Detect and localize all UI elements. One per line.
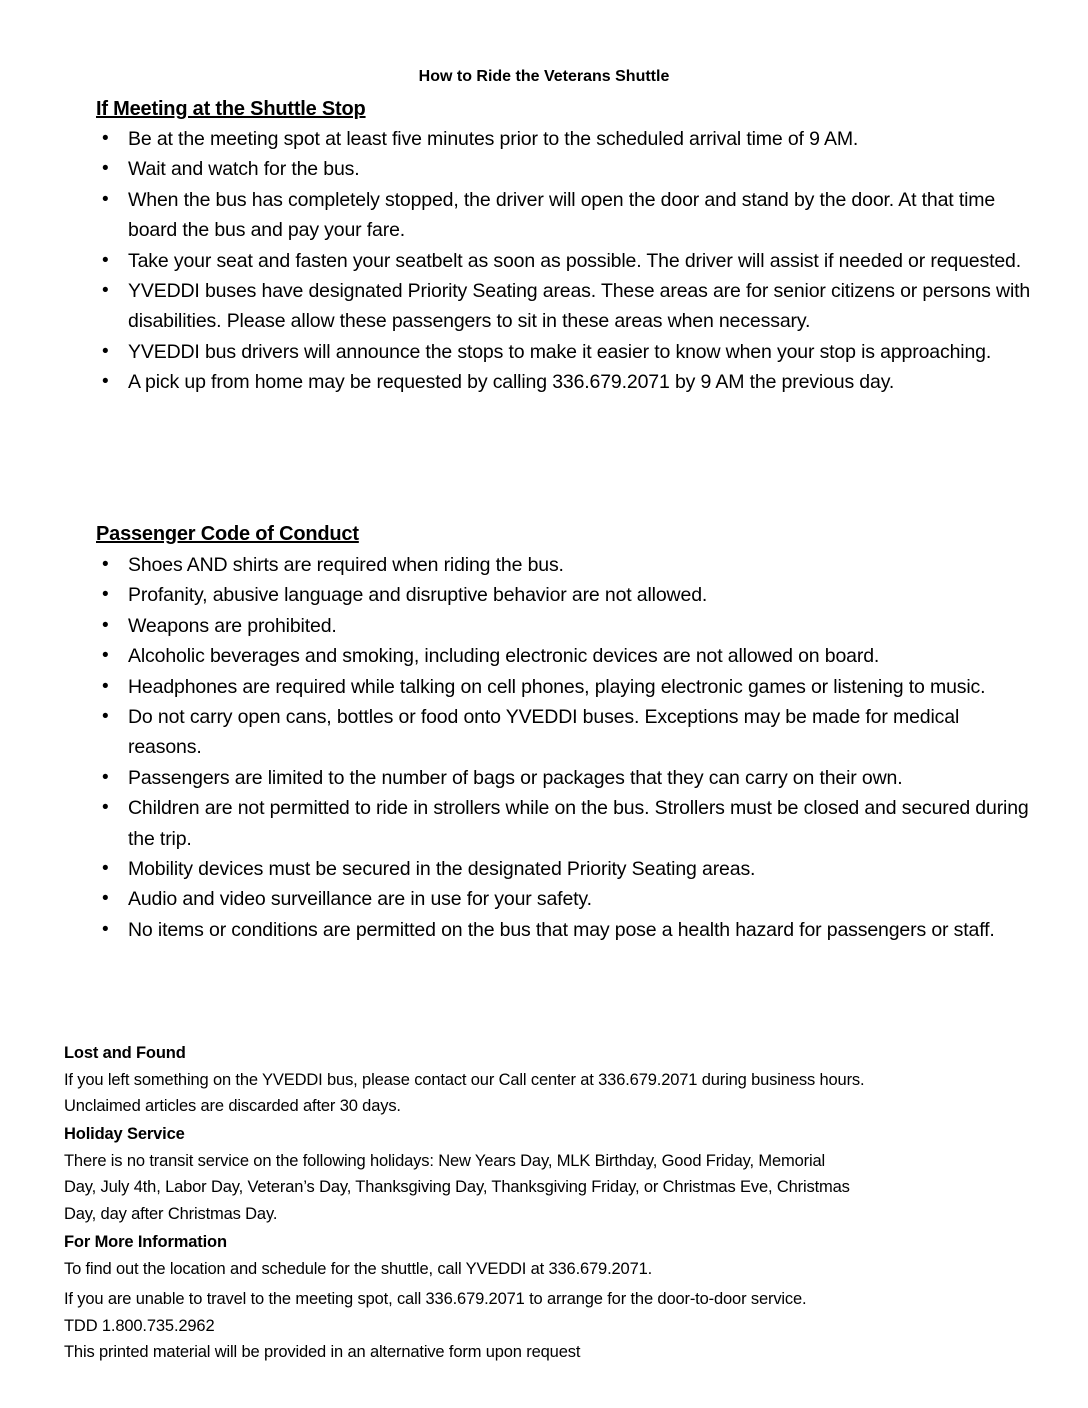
alternative-form-note: This printed material will be provided in an alternative form upon request	[64, 1343, 581, 1361]
list-item: • Take your seat and fasten your seatbelt as soon as possible. The driver will assist if needed or requested.	[96, 246, 1036, 276]
bullet-icon: •	[102, 249, 109, 271]
more-information-line: To find out the location and schedule for the shuttle, call YVEDDI at 336.679.2071.	[64, 1259, 653, 1278]
list-item: • Shoes AND shirts are required when riding the bus.	[96, 550, 1036, 580]
code-of-conduct-list	[96, 550, 1036, 945]
list-item: • No items or conditions are permitted on the bus that may pose a health hazard for passengers or staff.	[96, 915, 1036, 945]
bullet-icon: •	[102, 888, 109, 910]
bullet-icon: •	[102, 554, 109, 575]
list-item: • Wait and watch for the bus.	[96, 154, 1036, 184]
list-item: • Alcoholic beverages and smoking, including electronic devices are not allowed on board.	[96, 641, 1036, 671]
holiday-service-line: There is no transit service on the following holidays: New Years Day, MLK Birthday, Good Friday, Memorial	[64, 1151, 826, 1170]
bullet-icon: •	[102, 918, 109, 940]
holiday-service-heading: Holiday Service	[64, 1125, 185, 1143]
bullet-icon: •	[102, 706, 109, 728]
list-item: • Profanity, abusive language and disruptive behavior are not allowed.	[96, 580, 1036, 610]
bullet-icon: •	[102, 280, 109, 302]
lost-and-found-line: Unclaimed articles are discarded after 30 days.	[64, 1097, 401, 1115]
bullet-icon: •	[102, 340, 109, 362]
bullet-icon: •	[102, 614, 109, 636]
list-item: • Children are not permitted to ride in strollers while on the bus. Strollers must be closed and secured during the trip.	[96, 793, 1036, 854]
bullet-icon: •	[102, 766, 109, 788]
list-item: • Weapons are prohibited.	[96, 611, 1036, 641]
more-information-heading: For More Information	[64, 1233, 227, 1251]
bullet-icon: •	[102, 371, 109, 393]
list-item: • Do not carry open cans, bottles or food onto YVEDDI buses. Exceptions may be made for medical reasons.	[96, 702, 1036, 763]
shuttle-stop-list	[96, 124, 1036, 398]
lost-and-found-section	[64, 1040, 1044, 1120]
list-item: • Passengers are limited to the number of bags or packages that they can carry on their own.	[96, 763, 1036, 793]
bullet-icon: •	[102, 128, 109, 149]
section-heading-code-of-conduct: Passenger Code of Conduct	[96, 523, 359, 545]
bullet-icon: •	[102, 675, 109, 697]
bullet-icon: •	[102, 158, 109, 180]
bullet-icon: •	[102, 797, 109, 819]
list-item: • YVEDDI bus drivers will announce the stops to make it easier to know when your stop is approaching.	[96, 337, 1036, 367]
list-item: • A pick up from home may be requested by calling 336.679.2071 by 9 AM the previous day.	[96, 367, 1036, 397]
lost-and-found-heading: Lost and Found	[64, 1044, 186, 1062]
list-item: • When the bus has completely stopped, the driver will open the door and stand by the door. At that time board the bus and pay your fare.	[96, 185, 1036, 246]
more-information-section	[64, 1229, 1044, 1366]
section-heading-shuttle-stop: If Meeting at the Shuttle Stop	[96, 98, 366, 120]
holiday-service-line: Day, July 4th, Labor Day, Veteran’s Day, Thanksgiving Day, Thanksgiving Friday, or Christmas Eve, Christmas	[64, 1178, 850, 1196]
list-item: • Mobility devices must be secured in the designated Priority Seating areas.	[96, 854, 1036, 884]
holiday-service-line: Day, day after Christmas Day.	[64, 1204, 278, 1223]
bullet-icon: •	[102, 584, 109, 606]
list-item: • YVEDDI buses have designated Priority Seating areas. These areas are for senior citizens or persons with disabilities. Please allow these passengers to sit in these areas when necessary.	[96, 276, 1036, 337]
document-title: How to Ride the Veterans Shuttle	[418, 68, 670, 85]
list-item: • Audio and video surveillance are in use for your safety.	[96, 884, 1036, 914]
bullet-icon: •	[102, 645, 109, 667]
holiday-service-section	[64, 1121, 1044, 1227]
bullet-icon: •	[102, 858, 109, 880]
list-item: • Headphones are required while talking on cell phones, playing electronic games or listening to music.	[96, 672, 1036, 702]
list-item: • Be at the meeting spot at least five minutes prior to the scheduled arrival time of 9 AM.	[96, 124, 1036, 154]
tdd-number: TDD 1.800.735.2962	[64, 1316, 215, 1335]
more-information-line: If you are unable to travel to the meeting spot, call 336.679.2071 to arrange for the door-to-door service.	[64, 1290, 807, 1308]
bullet-icon: •	[102, 188, 109, 210]
lost-and-found-line: If you left something on the YVEDDI bus, please contact our Call center at 336.679.2071 during business hours.	[64, 1070, 865, 1089]
